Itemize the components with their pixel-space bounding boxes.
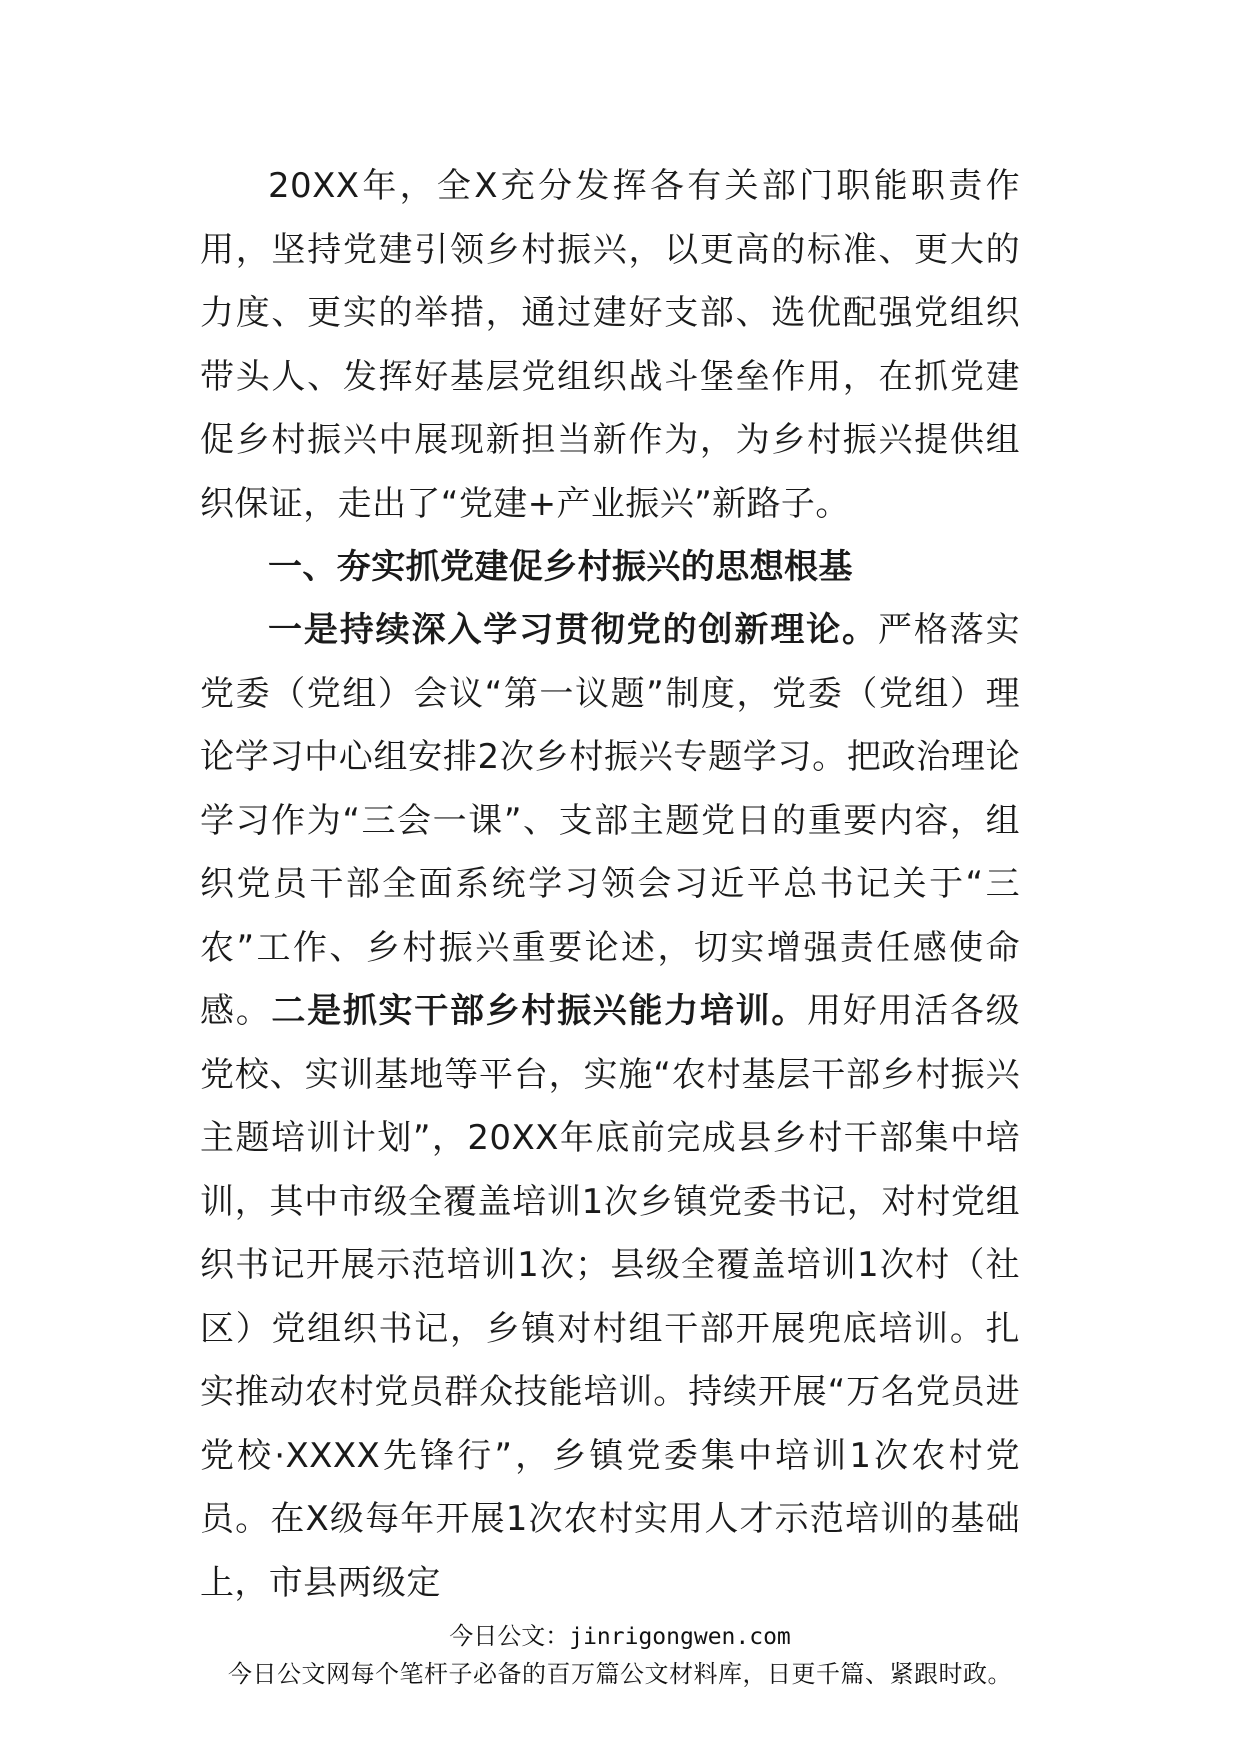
bold-lead-2: 二是抓实干部乡村振兴能力培训。 [271,991,808,1031]
paragraph-text-2: 用好用活各级党校、实训基地等平台，实施“农村基层干部乡村振兴主题培训计划”，20XX年底前完成县乡村干部集中培训，其中市级全覆盖培训1次乡镇党委书记，对村党组织书记开展示范培训1次；县级全覆盖培训1次村（社区）党组织书记，乡镇对村组干部开展兜底培训。扎实推动农村党员群众技能培训。持续开展“万名党员进党校·XXXX先锋行”，乡镇党委集中培训1次农村党员。在X级每年开展1次农村实用人才示范培训的基础上，市县两级定 [200,991,1020,1603]
bold-lead-1: 一是持续深入学习贯彻党的创新理论。 [268,610,878,650]
footer-site-label: 今日公文： [449,1622,570,1650]
footer-slogan: 今日公文网每个笔杆子必备的百万篇公文材料库，日更千篇、紧跟时政。 [228,1660,1012,1688]
paragraph-text-1: 严格落实党委（党组）会议“第一议题”制度，党委（党组）理论学习中心组安排2次乡村振兴专题学习。把政治理论学习作为“三会一课”、支部主题党日的重要内容，组织党员干部全面系统学习领会习近平总书记关于“三农”工作、乡村振兴重要论述，切实增强责任感使命感。 [200,610,1020,1031]
footer-site-url[interactable]: jinrigongwen.com [569,1624,791,1650]
document-body [200,155,1020,1615]
body-paragraph [200,599,1020,1615]
footer-site-line [0,1616,1240,1651]
intro-paragraph: 20XX年，全X充分发挥各有关部门职能职责作用，坚持党建引领乡村振兴，以更高的标准、更大的力度、更实的举措，通过建好支部、选优配强党组织带头人、发挥好基层党组织战斗堡垒作用，在抓党建促乡村振兴中展现新担当新作为，为乡村振兴提供组织保证，走出了“党建+产业振兴”新路子。 [200,166,1020,524]
section-heading: 一、夯实抓党建促乡村振兴的思想根基 [268,547,853,587]
